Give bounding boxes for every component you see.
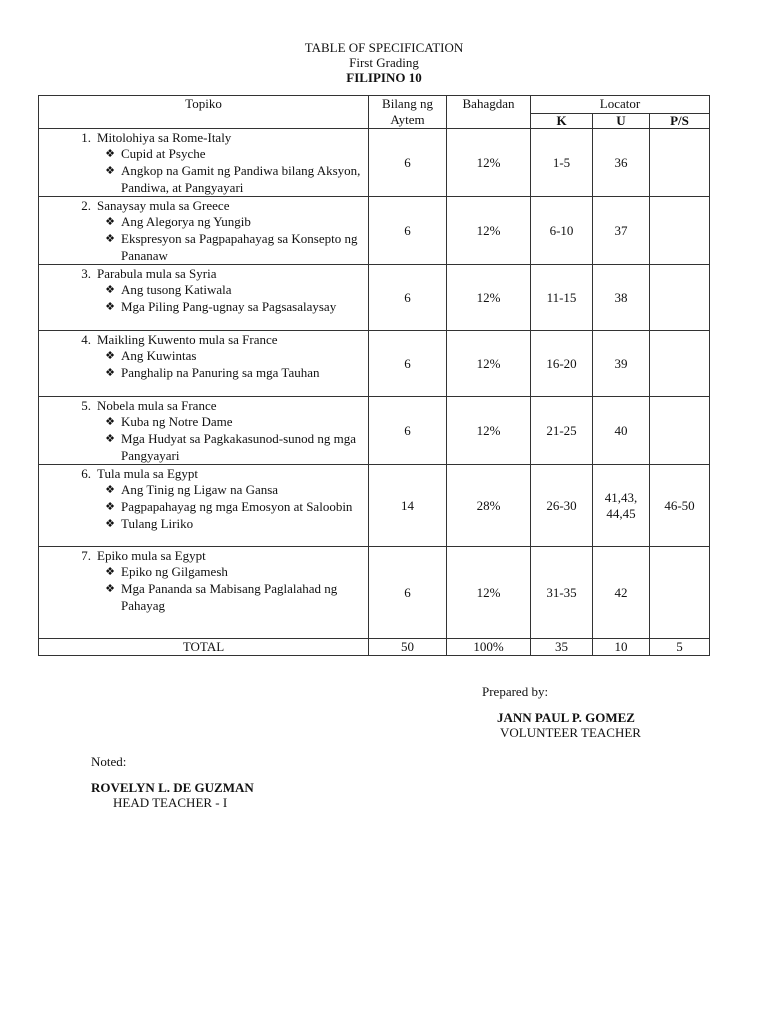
prepared-by-label: Prepared by: bbox=[482, 684, 549, 699]
total-k: 35 bbox=[531, 639, 593, 656]
topic-number: 5. bbox=[81, 398, 91, 413]
topic-heading bbox=[39, 197, 368, 213]
table-body bbox=[39, 129, 710, 639]
diamond-bullet-icon: ❖ bbox=[105, 147, 115, 160]
topic-title: Epiko mula sa Egypt bbox=[97, 548, 206, 563]
subtopic-item bbox=[39, 364, 368, 381]
topic-cell bbox=[39, 465, 369, 547]
total-u: 10 bbox=[593, 639, 650, 656]
header-locator: Locator bbox=[531, 96, 710, 114]
topic-title: Tula mula sa Egypt bbox=[97, 466, 198, 481]
items-cell: 14 bbox=[369, 465, 447, 547]
header-u: U bbox=[593, 113, 650, 128]
locator-u-cell: 37 bbox=[593, 197, 650, 265]
subtopic-text: Tulang Liriko bbox=[121, 516, 194, 531]
percent-cell: 12% bbox=[447, 197, 531, 265]
diamond-bullet-icon: ❖ bbox=[105, 232, 115, 245]
subtopic-item bbox=[39, 515, 368, 532]
topic-cell bbox=[39, 265, 369, 331]
diamond-bullet-icon: ❖ bbox=[105, 500, 115, 513]
topic-cell bbox=[39, 129, 369, 197]
locator-ps-cell bbox=[650, 265, 710, 331]
diamond-bullet-icon: ❖ bbox=[105, 517, 115, 530]
locator-u-cell: 41,43, 44,45 bbox=[593, 465, 650, 547]
topic-heading bbox=[39, 129, 368, 145]
topic-heading bbox=[39, 265, 368, 281]
diamond-bullet-icon: ❖ bbox=[105, 483, 115, 496]
subtopic-item bbox=[39, 162, 368, 196]
subtopic-item bbox=[39, 298, 368, 315]
locator-k-cell: 31-35 bbox=[531, 547, 593, 639]
topic-cell bbox=[39, 547, 369, 639]
noted-by-title: HEAD TEACHER - I bbox=[113, 795, 228, 810]
subtopic-item bbox=[39, 281, 368, 298]
topic-number: 1. bbox=[81, 130, 91, 145]
total-ps: 5 bbox=[650, 639, 710, 656]
subtopic-text: Panghalip na Panuring sa mga Tauhan bbox=[121, 365, 320, 380]
topic-title: Nobela mula sa France bbox=[97, 398, 217, 413]
topic-number: 7. bbox=[81, 548, 91, 563]
subtopic-text: Angkop na Gamit ng Pandiwa bilang Aksyon, Pandiwa, at Pangyayari bbox=[121, 163, 361, 195]
percent-cell: 12% bbox=[447, 265, 531, 331]
locator-ps-cell: 46-50 bbox=[650, 465, 710, 547]
total-items: 50 bbox=[369, 639, 447, 656]
subtopic-item bbox=[39, 563, 368, 580]
locator-ps-cell bbox=[650, 129, 710, 197]
diamond-bullet-icon: ❖ bbox=[105, 283, 115, 296]
topic-number: 4. bbox=[81, 332, 91, 347]
topic-title: Maikling Kuwento mula sa France bbox=[97, 332, 278, 347]
subtopic-item bbox=[39, 413, 368, 430]
topic-title: Sanaysay mula sa Greece bbox=[97, 198, 230, 213]
items-cell: 6 bbox=[369, 547, 447, 639]
topic-heading bbox=[39, 397, 368, 413]
subtopic-item bbox=[39, 580, 368, 614]
diamond-bullet-icon: ❖ bbox=[105, 582, 115, 595]
locator-k-cell: 11-15 bbox=[531, 265, 593, 331]
locator-k-cell: 21-25 bbox=[531, 397, 593, 465]
diamond-bullet-icon: ❖ bbox=[105, 432, 115, 445]
subtopic-text: Mga Pananda sa Mabisang Paglalahad ng Pahayag bbox=[121, 581, 338, 613]
subtopic-item bbox=[39, 213, 368, 230]
items-cell: 6 bbox=[369, 265, 447, 331]
subtopic-text: Kuba ng Notre Dame bbox=[121, 414, 233, 429]
topic-title: Mitolohiya sa Rome-Italy bbox=[97, 130, 232, 145]
items-cell: 6 bbox=[369, 129, 447, 197]
total-percent: 100% bbox=[447, 639, 531, 656]
header-ps: P/S bbox=[650, 113, 710, 128]
subject-title: FILIPINO 10 bbox=[346, 70, 422, 85]
subtopic-item bbox=[39, 481, 368, 498]
subtopic-item bbox=[39, 430, 368, 464]
table-row bbox=[39, 547, 710, 639]
locator-k-cell: 26-30 bbox=[531, 465, 593, 547]
locator-u-cell: 40 bbox=[593, 397, 650, 465]
topic-title: Parabula mula sa Syria bbox=[97, 266, 217, 281]
document-title: TABLE OF SPECIFICATION bbox=[304, 40, 464, 55]
grading-period: First Grading bbox=[349, 55, 419, 70]
prepared-by-name: JANN PAUL P. GOMEZ bbox=[497, 710, 635, 725]
subtopic-text: Mga Piling Pang-ugnay sa Pagsasalaysay bbox=[121, 299, 337, 314]
subtopic-item bbox=[39, 347, 368, 364]
noted-label: Noted: bbox=[91, 754, 127, 769]
topic-heading bbox=[39, 331, 368, 347]
locator-k-cell: 16-20 bbox=[531, 331, 593, 397]
table-row bbox=[39, 397, 710, 465]
subtopic-item bbox=[39, 145, 368, 162]
header-items: Bilang ng Aytem bbox=[369, 96, 447, 129]
topic-number: 2. bbox=[81, 198, 91, 213]
topic-heading bbox=[39, 465, 368, 481]
noted-by-name: ROVELYN L. DE GUZMAN bbox=[91, 780, 254, 795]
locator-k-cell: 1-5 bbox=[531, 129, 593, 197]
subtopic-text: Cupid at Psyche bbox=[121, 146, 206, 161]
specification-table bbox=[38, 95, 710, 656]
subtopic-text: Mga Hudyat sa Pagkakasunod-sunod ng mga Pangyayari bbox=[121, 431, 357, 463]
subtopic-text: Epiko ng Gilgamesh bbox=[121, 564, 228, 579]
diamond-bullet-icon: ❖ bbox=[105, 164, 115, 177]
percent-cell: 12% bbox=[447, 129, 531, 197]
header-k: K bbox=[531, 113, 593, 128]
diamond-bullet-icon: ❖ bbox=[105, 300, 115, 313]
total-row bbox=[39, 639, 710, 656]
locator-u-cell: 42 bbox=[593, 547, 650, 639]
percent-cell: 12% bbox=[447, 547, 531, 639]
locator-ps-cell bbox=[650, 197, 710, 265]
topic-number: 6. bbox=[81, 466, 91, 481]
header-topic: Topiko bbox=[39, 96, 369, 129]
subtopic-item bbox=[39, 498, 368, 515]
percent-cell: 12% bbox=[447, 397, 531, 465]
topic-cell bbox=[39, 397, 369, 465]
subtopic-text: Ang Tinig ng Ligaw na Gansa bbox=[121, 482, 279, 497]
subtopic-text: Ang Alegorya ng Yungib bbox=[121, 214, 251, 229]
locator-ps-cell bbox=[650, 397, 710, 465]
total-label: TOTAL bbox=[39, 639, 369, 656]
topic-cell bbox=[39, 197, 369, 265]
diamond-bullet-icon: ❖ bbox=[105, 349, 115, 362]
subtopic-text: Ang Kuwintas bbox=[121, 348, 197, 363]
subtopic-text: Ang tusong Katiwala bbox=[121, 282, 232, 297]
items-cell: 6 bbox=[369, 197, 447, 265]
topic-heading bbox=[39, 547, 368, 563]
diamond-bullet-icon: ❖ bbox=[105, 366, 115, 379]
table-row bbox=[39, 465, 710, 547]
locator-u-cell: 36 bbox=[593, 129, 650, 197]
diamond-bullet-icon: ❖ bbox=[105, 215, 115, 228]
table-row bbox=[39, 129, 710, 197]
topic-cell bbox=[39, 331, 369, 397]
locator-u-cell: 38 bbox=[593, 265, 650, 331]
locator-ps-cell bbox=[650, 331, 710, 397]
prepared-by-title: VOLUNTEER TEACHER bbox=[500, 725, 641, 740]
subtopic-text: Ekspresyon sa Pagpapahayag sa Konsepto ng Pananaw bbox=[121, 231, 358, 263]
topic-number: 3. bbox=[81, 266, 91, 281]
items-cell: 6 bbox=[369, 331, 447, 397]
locator-ps-cell bbox=[650, 547, 710, 639]
subtopic-item bbox=[39, 230, 368, 264]
percent-cell: 28% bbox=[447, 465, 531, 547]
header-percent: Bahagdan bbox=[447, 96, 531, 129]
diamond-bullet-icon: ❖ bbox=[105, 415, 115, 428]
locator-u-cell: 39 bbox=[593, 331, 650, 397]
items-cell: 6 bbox=[369, 397, 447, 465]
table-row bbox=[39, 197, 710, 265]
table-row bbox=[39, 331, 710, 397]
table-row bbox=[39, 265, 710, 331]
diamond-bullet-icon: ❖ bbox=[105, 565, 115, 578]
percent-cell: 12% bbox=[447, 331, 531, 397]
subtopic-text: Pagpapahayag ng mga Emosyon at Saloobin bbox=[121, 499, 353, 514]
locator-k-cell: 6-10 bbox=[531, 197, 593, 265]
